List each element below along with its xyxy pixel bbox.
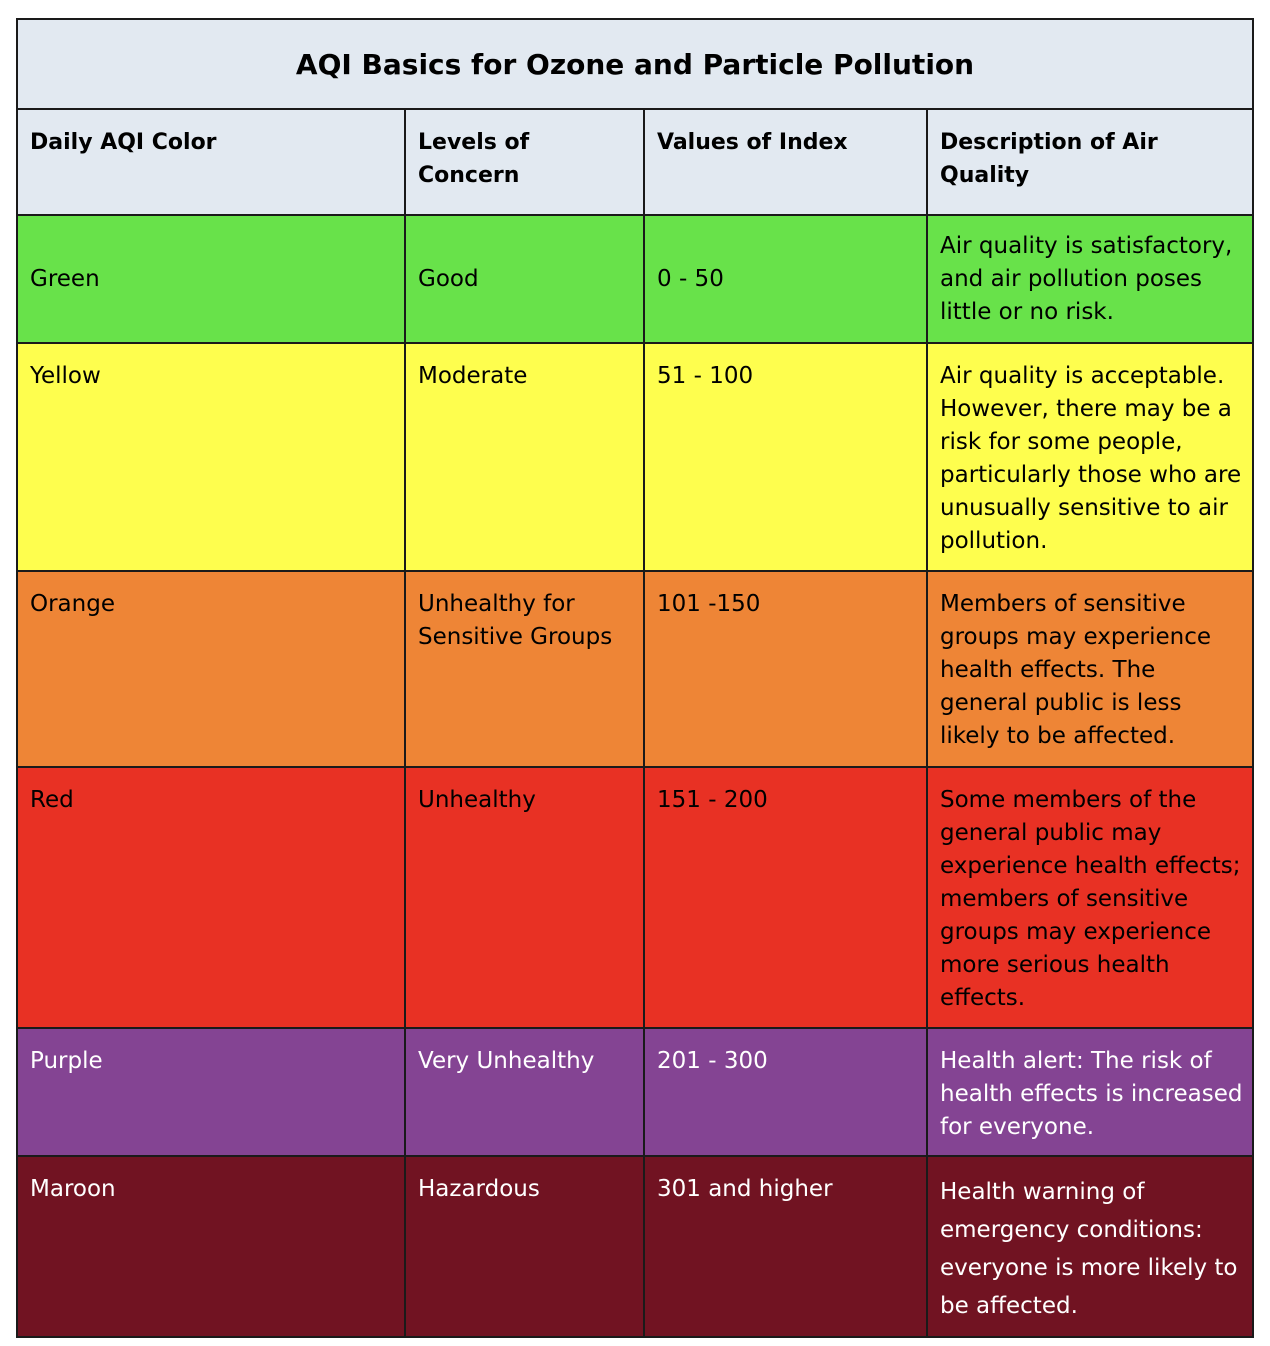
cell-description: Some members of the general public may experience health effects; members of sensitive groups may experience more serious health effects. bbox=[927, 767, 1253, 1028]
cell-description: Air quality is acceptable. However, there may be a risk for some people, particularly those who are unusually sensitive to air pollution. bbox=[927, 343, 1253, 571]
cell-values: 151 - 200 bbox=[644, 767, 927, 1028]
cell-values: 301 and higher bbox=[644, 1156, 927, 1337]
table-row-green bbox=[17, 215, 1253, 343]
table-row-purple bbox=[17, 1028, 1253, 1156]
cell-values: 51 - 100 bbox=[644, 343, 927, 571]
cell-values: 201 - 300 bbox=[644, 1028, 927, 1156]
cell-color-name: Orange bbox=[17, 571, 405, 767]
header-values-of-index: Values of Index bbox=[644, 109, 927, 215]
cell-concern: Good bbox=[405, 215, 644, 343]
cell-concern: Very Unhealthy bbox=[405, 1028, 644, 1156]
cell-concern: Moderate bbox=[405, 343, 644, 571]
cell-color-name: Purple bbox=[17, 1028, 405, 1156]
cell-description: Members of sensitive groups may experience health effects. The general public is less likely to be affected. bbox=[927, 571, 1253, 767]
table-title: AQI Basics for Ozone and Particle Pollution bbox=[17, 19, 1253, 109]
title-row bbox=[17, 19, 1253, 109]
header-levels-of-concern: Levels of Concern bbox=[405, 109, 644, 215]
cell-values: 101 -150 bbox=[644, 571, 927, 767]
cell-color-name: Red bbox=[17, 767, 405, 1028]
header-daily-aqi-color: Daily AQI Color bbox=[17, 109, 405, 215]
header-description: Description of Air Quality bbox=[927, 109, 1253, 215]
table-row-yellow bbox=[17, 343, 1253, 571]
cell-color-name: Green bbox=[17, 215, 405, 343]
table-row-red bbox=[17, 767, 1253, 1028]
cell-color-name: Maroon bbox=[17, 1156, 405, 1337]
table-row-orange bbox=[17, 571, 1253, 767]
cell-color-name: Yellow bbox=[17, 343, 405, 571]
cell-concern: Unhealthy for Sensitive Groups bbox=[405, 571, 644, 767]
table-row-maroon bbox=[17, 1156, 1253, 1337]
cell-description: Health alert: The risk of health effects is increased for everyone. bbox=[927, 1028, 1253, 1156]
cell-concern: Hazardous bbox=[405, 1156, 644, 1337]
cell-values: 0 - 50 bbox=[644, 215, 927, 343]
cell-description: Air quality is satisfactory, and air pollution poses little or no risk. bbox=[927, 215, 1253, 343]
header-row bbox=[17, 109, 1253, 215]
cell-concern: Unhealthy bbox=[405, 767, 644, 1028]
cell-description: Health warning of emergency conditions: everyone is more likely to be affected. bbox=[927, 1156, 1253, 1337]
aqi-table bbox=[16, 18, 1254, 1338]
